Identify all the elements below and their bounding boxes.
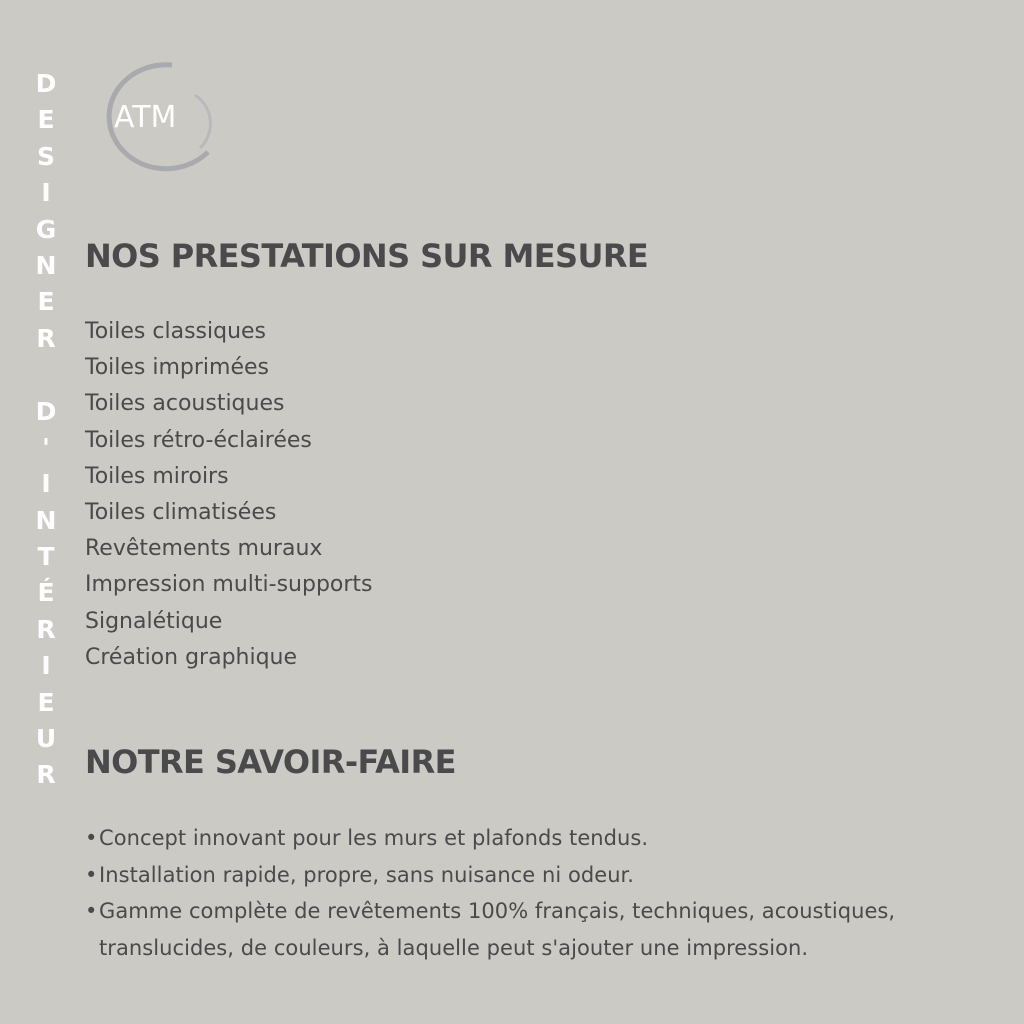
- tagline-letter: N: [35, 505, 57, 535]
- logo-text: ATM: [114, 100, 177, 135]
- tagline-letter: ': [42, 432, 50, 462]
- list-item-text: Concept innovant pour les murs et plafonds tendus.: [99, 826, 649, 850]
- list-item: Toiles rétro-éclairées: [85, 427, 312, 453]
- list-item: [85, 820, 1015, 857]
- list-item: Toiles classiques: [85, 319, 267, 344]
- list-item: Toiles acoustiques: [85, 391, 285, 417]
- tagline-letter: I: [41, 469, 51, 499]
- tagline-letter: S: [36, 141, 55, 171]
- prestations-list: [85, 314, 373, 676]
- atm-logo: [92, 60, 222, 175]
- list-item: [85, 893, 1015, 966]
- tagline-letter: R: [36, 323, 56, 353]
- list-item: Toiles miroirs: [85, 463, 229, 489]
- tagline-letter: I: [41, 651, 51, 681]
- tagline-letter: D: [35, 69, 57, 98]
- tagline-letter: [28, 357, 64, 393]
- tagline-letter: T: [37, 542, 55, 572]
- list-item: Signalétique: [85, 608, 223, 634]
- tagline-letter: I: [41, 178, 51, 208]
- savoir-faire-list: [85, 820, 1015, 966]
- bullet: •: [85, 899, 98, 923]
- list-item-text: Installation rapide, propre, sans nuisance ni odeur.: [99, 862, 635, 887]
- tagline-letter: G: [35, 214, 57, 244]
- prestations-title: NOS PRESTATIONS SUR MESURE: [85, 237, 649, 275]
- list-item: Toiles imprimées: [85, 355, 270, 381]
- tagline-letter: U: [35, 724, 57, 754]
- tagline-letter: R: [36, 614, 56, 644]
- tagline-letter: E: [37, 105, 55, 135]
- tagline-letter: D: [35, 396, 57, 426]
- list-item: Impression multi-supports: [85, 572, 373, 598]
- tagline-letter: É: [37, 578, 55, 608]
- tagline-letter: E: [37, 687, 55, 717]
- list-item: [85, 857, 1015, 894]
- bullet: •: [85, 862, 98, 887]
- list-item-text: Gamme complète de revêtements 100% français, techniques, acoustiques, translucides, de couleurs, à laquelle peut s'ajouter une impression.: [99, 899, 896, 960]
- list-item: Revêtements muraux: [85, 536, 323, 562]
- savoir-faire-title: NOTRE SAVOIR-FAIRE: [85, 743, 456, 781]
- bullet: •: [85, 826, 98, 850]
- tagline-letter: R: [36, 760, 56, 790]
- tagline-letter: N: [35, 250, 57, 280]
- list-item: Toiles climatisées: [85, 499, 277, 525]
- vertical-tagline: [28, 66, 64, 794]
- list-item: Création graphique: [85, 644, 298, 670]
- tagline-letter: E: [37, 287, 55, 317]
